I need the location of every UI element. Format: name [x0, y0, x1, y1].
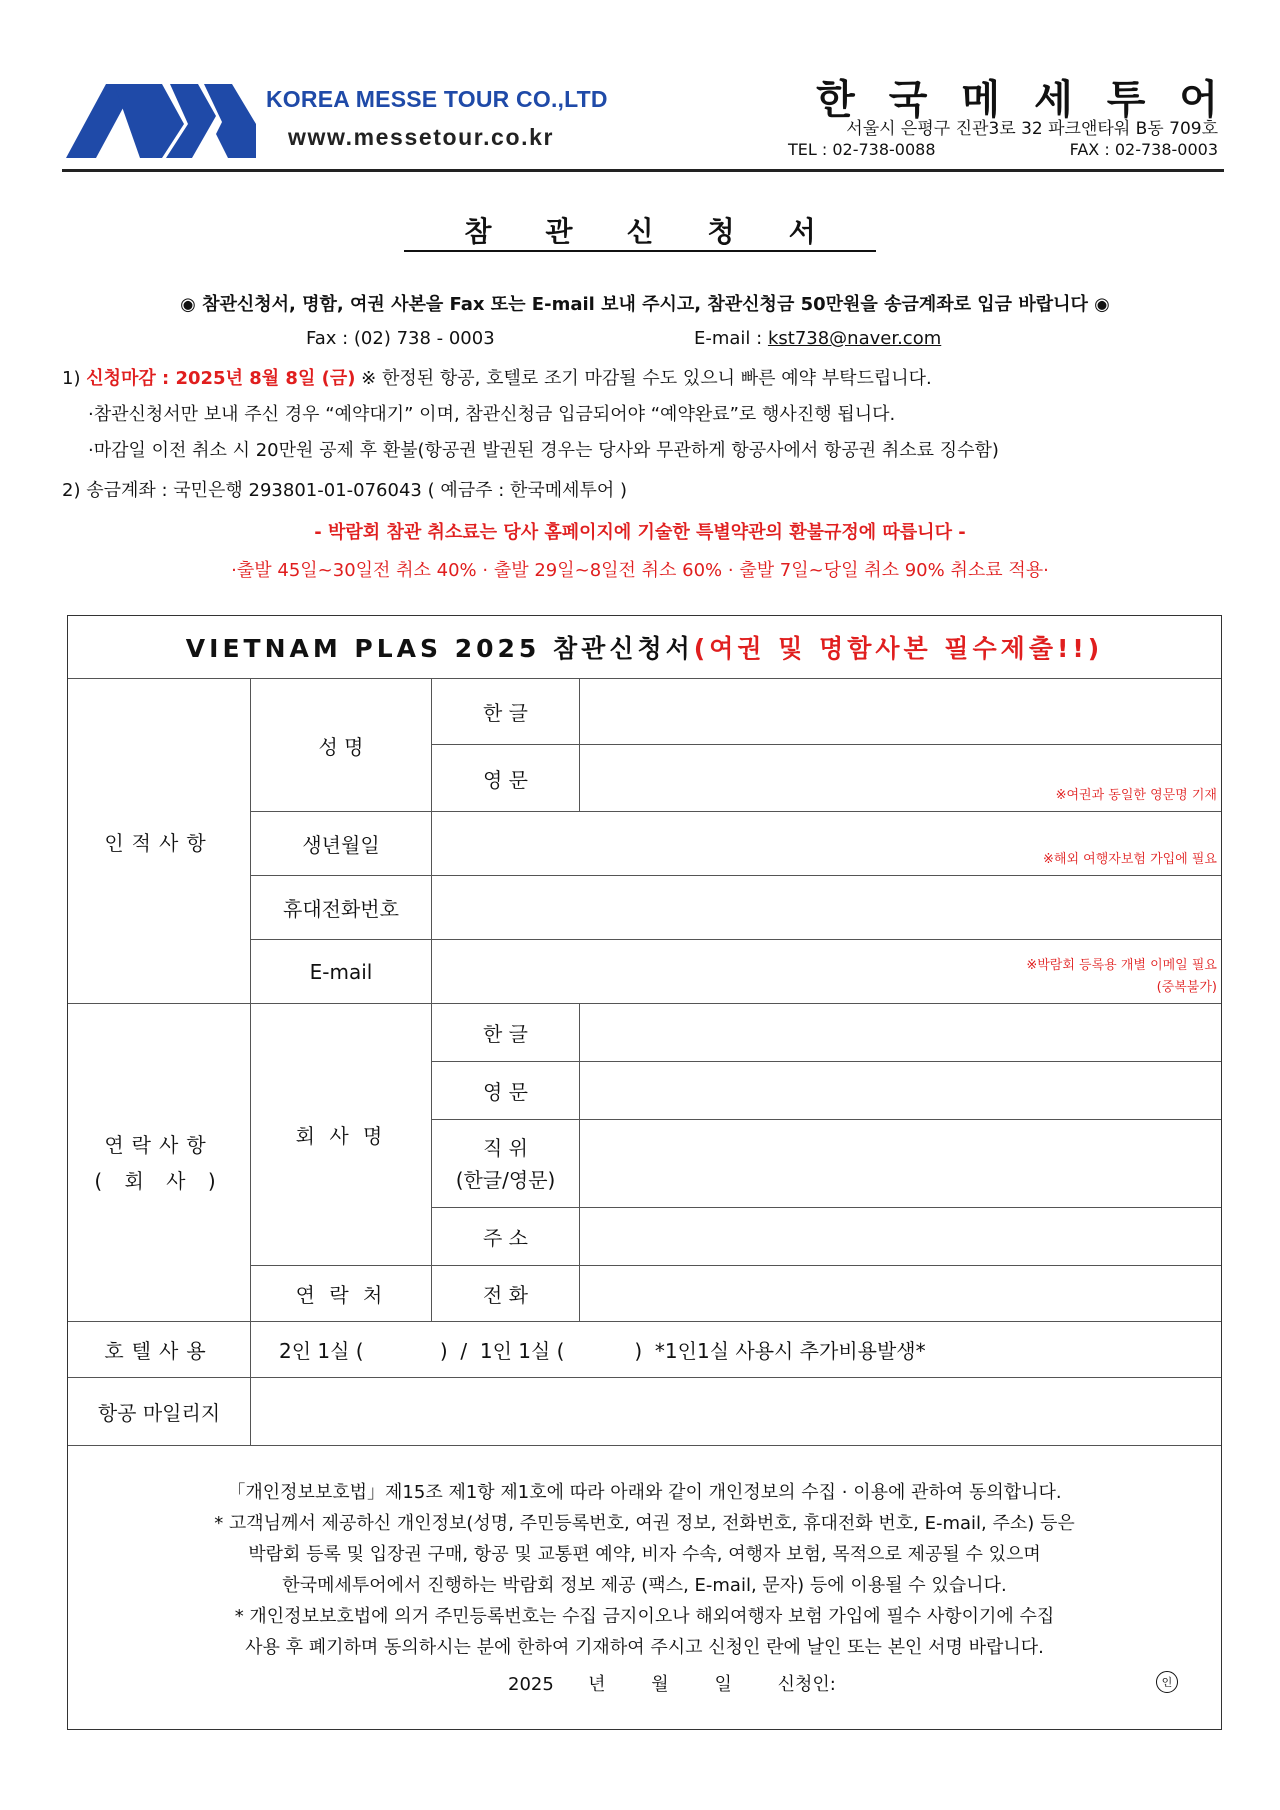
- english-name-note: ※여권과 동일한 영문명 기재: [1055, 788, 1217, 803]
- cancel-fees: ·출발 45일~30일전 취소 40% · 출발 29일~8일전 취소 60% · 출발 7일~당일 취소 90% 취소료 적용·: [231, 560, 1049, 581]
- company-logo-icon: [66, 84, 256, 158]
- company-tel: TEL : 02-738-0088: [788, 140, 936, 159]
- address-label: 주 소: [432, 1208, 580, 1266]
- birth-note: ※해외 여행자보험 가입에 필요: [1043, 852, 1217, 867]
- form-title-required: (여권 및 명함사본 필수제출!!): [693, 634, 1104, 663]
- email-note-line2: (중복불가): [1156, 980, 1217, 995]
- company-english-field[interactable]: [580, 1062, 1221, 1120]
- consent-line: 사용 후 폐기하며 동의하시는 분에 한하여 기재하여 주시고 신청인 란에 날인 또는 본인 서명 바랍니다.: [245, 1637, 1044, 1658]
- submission-notice: ◉ 참관신청서, 명함, 여권 사본을 Fax 또는 E-mail 보내 주시고, 참관신청금 50만원을 송금계좌로 입금 바랍니다 ◉: [180, 294, 1110, 315]
- bullet-refund: ·마감일 이전 취소 시 20만원 공제 후 환불(항공권 발권된 경우는 당사와 무관하게 항공사에서 항공권 취소료 징수함): [88, 440, 999, 461]
- company-korean-field[interactable]: [580, 1004, 1221, 1062]
- mobile-field[interactable]: [432, 876, 1221, 940]
- email-note-line1: ※박람회 등록용 개별 이메일 필요: [1026, 958, 1217, 973]
- address-field[interactable]: [580, 1208, 1221, 1266]
- name-korean-field[interactable]: [580, 679, 1221, 745]
- company-name-en: KOREA MESSE TOUR CO.,LTD: [266, 86, 608, 112]
- name-english-field[interactable]: [580, 745, 1221, 812]
- form-title-main: VIETNAM PLAS 2025 참관신청서: [185, 634, 694, 663]
- company-english-label: 영 문: [432, 1062, 580, 1120]
- privacy-consent: [68, 1451, 1221, 1663]
- hotel-label: 호텔사용: [68, 1322, 251, 1378]
- contact-email: [694, 328, 941, 349]
- company-fax: FAX : 02-738-0003: [1069, 140, 1218, 159]
- mileage-field[interactable]: [251, 1378, 1221, 1446]
- bullet-waitlist: ·참관신청서만 보내 주신 경우 “예약대기” 이며, 참관신청금 입금되어야 “예약완료”로 행사진행 됩니다.: [88, 404, 896, 425]
- seal-icon: 인: [1156, 1671, 1178, 1693]
- company-section-line1: 연락사항: [104, 1132, 214, 1157]
- company-address: 서울시 은평구 진관3로 32 파크앤타워 B동 709호: [846, 119, 1218, 139]
- mileage-label: 항공 마일리지: [68, 1378, 251, 1446]
- application-form: [67, 615, 1222, 1730]
- deadline-line: [62, 364, 932, 390]
- email-field[interactable]: [432, 940, 1221, 1004]
- bank-account: 2) 송금계좌 : 국민은행 293801-01-076043 ( 예금주 : 한국메세투어 ): [62, 480, 628, 501]
- consent-line: * 고객님께서 제공하신 개인정보(성명, 주민등록번호, 여권 정보, 전화번호, 휴대전화 번호, E-mail, 주소) 등은: [214, 1513, 1075, 1534]
- birth-field[interactable]: [432, 812, 1221, 876]
- hotel-options[interactable]: 2인 1실 ( ) / 1인 1실 ( ) *1인1실 사용시 추가비용발생*: [251, 1322, 1221, 1378]
- birth-label: 생년월일: [251, 812, 432, 876]
- document-title: 참관신청서: [404, 214, 876, 252]
- consent-line: * 개인정보보호법에 의거 주민등록번호는 수집 금지이오나 해외여행자 보험 가입에 필수 사항이기에 수집: [234, 1606, 1055, 1627]
- phone-section-label: 연 락 처: [251, 1266, 432, 1322]
- company-section-line2: ( 회 사 ): [94, 1168, 224, 1193]
- company-name-kr: 한국메세투어: [816, 77, 1252, 123]
- company-website: www.messetour.co.kr: [288, 124, 555, 150]
- consent-line: 한국메세투어에서 진행하는 박람회 정보 제공 (팩스, E-mail, 문자) 등에 이용될 수 있습니다.: [282, 1575, 1007, 1596]
- position-label-line1: 직 위: [483, 1135, 528, 1160]
- email-note: [1026, 955, 1217, 999]
- phone-label: 전 화: [432, 1266, 580, 1322]
- consent-line: 박람회 등록 및 입장권 구매, 항공 및 교통편 예약, 비자 수속, 여행자 보험, 목적으로 제공될 수 있으며: [248, 1544, 1041, 1565]
- phone-field[interactable]: [580, 1266, 1221, 1322]
- position-label: [432, 1120, 580, 1208]
- cancel-rule: - 박람회 참관 취소료는 당사 홈페이지에 기술한 특별약관의 환불규정에 따릅니다 -: [314, 522, 966, 543]
- email-label-cell: E-mail: [251, 940, 432, 1004]
- deadline-date: 신청마감 : 2025년 8월 8일 (금): [86, 368, 356, 389]
- form-title: [68, 616, 1221, 679]
- letterhead: [62, 60, 1252, 172]
- mobile-label: 휴대전화번호: [251, 876, 432, 940]
- company-name-label: 회 사 명: [251, 1004, 432, 1266]
- position-label-line2: (한글/영문): [455, 1167, 556, 1192]
- contact-fax: Fax : (02) 738 - 0003: [306, 328, 495, 349]
- name-label: 성 명: [251, 679, 432, 812]
- email-link[interactable]: kst738@naver.com: [767, 328, 942, 349]
- name-english-label: 영 문: [432, 745, 580, 812]
- name-korean-label: 한 글: [432, 679, 580, 745]
- signature-line[interactable]: 2025 년 월 일 신청인:: [508, 1674, 836, 1695]
- personal-section-label: 인적사항: [68, 679, 251, 1004]
- company-korean-label: 한 글: [432, 1004, 580, 1062]
- deadline-num: 1): [62, 368, 87, 389]
- consent-line: 「개인정보보호법」제15조 제1항 제1호에 따라 아래와 같이 개인정보의 수집 · 이용에 관하여 동의합니다.: [227, 1482, 1062, 1503]
- deadline-note: ※ 한정된 항공, 호텔로 조기 마감될 수도 있으니 빠른 예약 부탁드립니다.: [355, 368, 932, 389]
- email-label: E-mail :: [694, 328, 768, 349]
- position-field[interactable]: [580, 1120, 1221, 1208]
- company-section-label: [68, 1004, 251, 1322]
